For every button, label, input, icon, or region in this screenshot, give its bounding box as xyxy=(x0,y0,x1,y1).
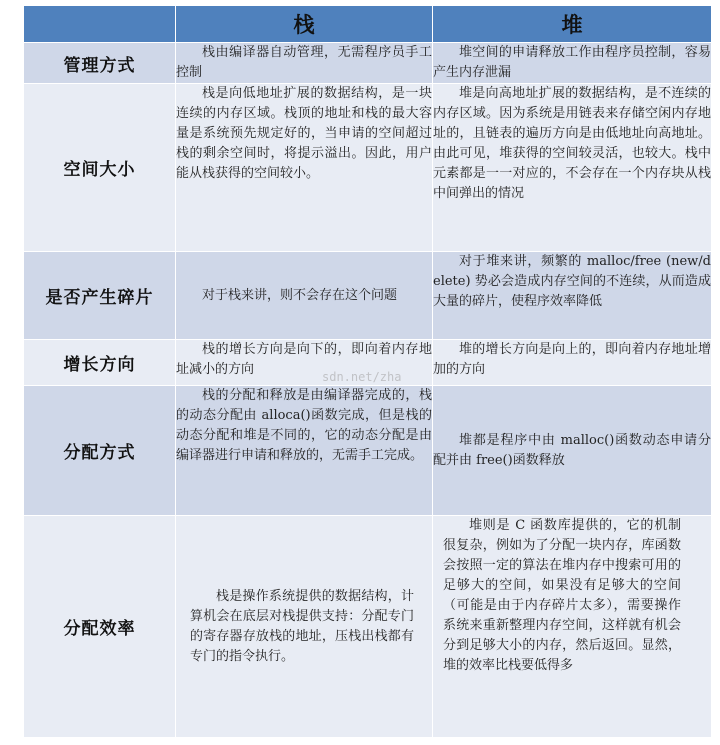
heap-text: 对于堆来讲，频繁的 malloc/free (new/delete) 势必会造成内存空间的不连续，从而造成大量的碎片，使程序效率降低 xyxy=(433,254,711,309)
heap-cell xyxy=(433,252,712,340)
stack-text: 栈是操作系统提供的数据结构，计算机会在底层对栈提供支持：分配专门的寄存器存放栈的地址，压栈出栈都有专门的指令执行。 xyxy=(190,588,414,664)
row-allocation-method xyxy=(24,386,712,516)
heap-cell xyxy=(433,340,712,386)
heap-cell xyxy=(433,84,712,252)
stack-text: 栈的分配和释放是由编译器完成的，栈的动态分配由 alloca()函数完成，但是栈的动态分配和堆是不同的，它的动态分配是由编译器进行申请和释放的，无需手工完成。 xyxy=(176,388,432,463)
row-label: 是否产生碎片 xyxy=(24,252,176,340)
stack-cell xyxy=(176,84,433,252)
header-stack: 栈 xyxy=(176,6,433,43)
header-heap: 堆 xyxy=(433,6,712,43)
heap-text: 堆是向高地址扩展的数据结构，是不连续的内存区域。因为系统是用链表来存储空闲内存地址的，且链表的遍历方向是由低地址向高地址。由此可见，堆获得的空间较灵活，也较大。栈中元素都是一一对应的，不会存在一个内存块从栈中间弹出的情况 xyxy=(433,86,711,201)
header-row xyxy=(24,6,712,43)
row-space-size xyxy=(24,84,712,252)
row-allocation-efficiency xyxy=(24,516,712,738)
stack-cell xyxy=(176,340,433,386)
stack-text: 栈的增长方向是向下的，即向着内存地址减小的方向 xyxy=(176,342,432,377)
row-management xyxy=(24,43,712,84)
heap-cell xyxy=(433,43,712,84)
stack-text: 栈是向低地址扩展的数据结构，是一块连续的内存区域。栈顶的地址和栈的最大容量是系统预先规定好的，当申请的空间超过栈的剩余空间时，将提示溢出。因此，用户能从栈获得的空间较小。 xyxy=(176,86,432,181)
row-label: 增长方向 xyxy=(24,340,176,386)
stack-cell xyxy=(176,252,433,340)
heap-text: 堆都是程序中由 malloc()函数动态申请分配并由 free()函数释放 xyxy=(433,432,711,468)
heap-text: 堆空间的申请释放工作由程序员控制，容易产生内存泄漏 xyxy=(433,45,711,80)
row-label: 空间大小 xyxy=(24,84,176,252)
stack-text: 对于栈来讲，则不会存在这个问题 xyxy=(202,287,398,303)
watermark: sdn.net/zha xyxy=(322,370,402,384)
heap-text: 堆的增长方向是向上的，即向着内存地址增加的方向 xyxy=(433,342,711,377)
stack-cell xyxy=(176,386,433,516)
stack-heap-comparison-table xyxy=(23,5,712,738)
heap-cell xyxy=(433,516,712,738)
header-corner xyxy=(24,6,176,43)
stack-text: 栈由编译器自动管理，无需程序员手工控制 xyxy=(176,45,432,80)
row-growth-direction xyxy=(24,340,712,386)
row-label: 分配效率 xyxy=(24,516,176,738)
stack-cell xyxy=(176,516,433,738)
row-label: 分配方式 xyxy=(24,386,176,516)
heap-text: 堆则是 C 函数库提供的，它的机制很复杂，例如为了分配一块内存，库函数会按照一定的算法在堆内存中搜索可用的足够大的空间，如果没有足够大的空间（可能是由于内存碎片太多），需要操作系统来重新整理内存空间，这样就有机会分到足够大小的内存，然后返回。显然，堆的效率比栈要低得多 xyxy=(443,518,681,673)
row-fragmentation xyxy=(24,252,712,340)
row-label: 管理方式 xyxy=(24,43,176,84)
heap-cell xyxy=(433,386,712,516)
stack-cell xyxy=(176,43,433,84)
